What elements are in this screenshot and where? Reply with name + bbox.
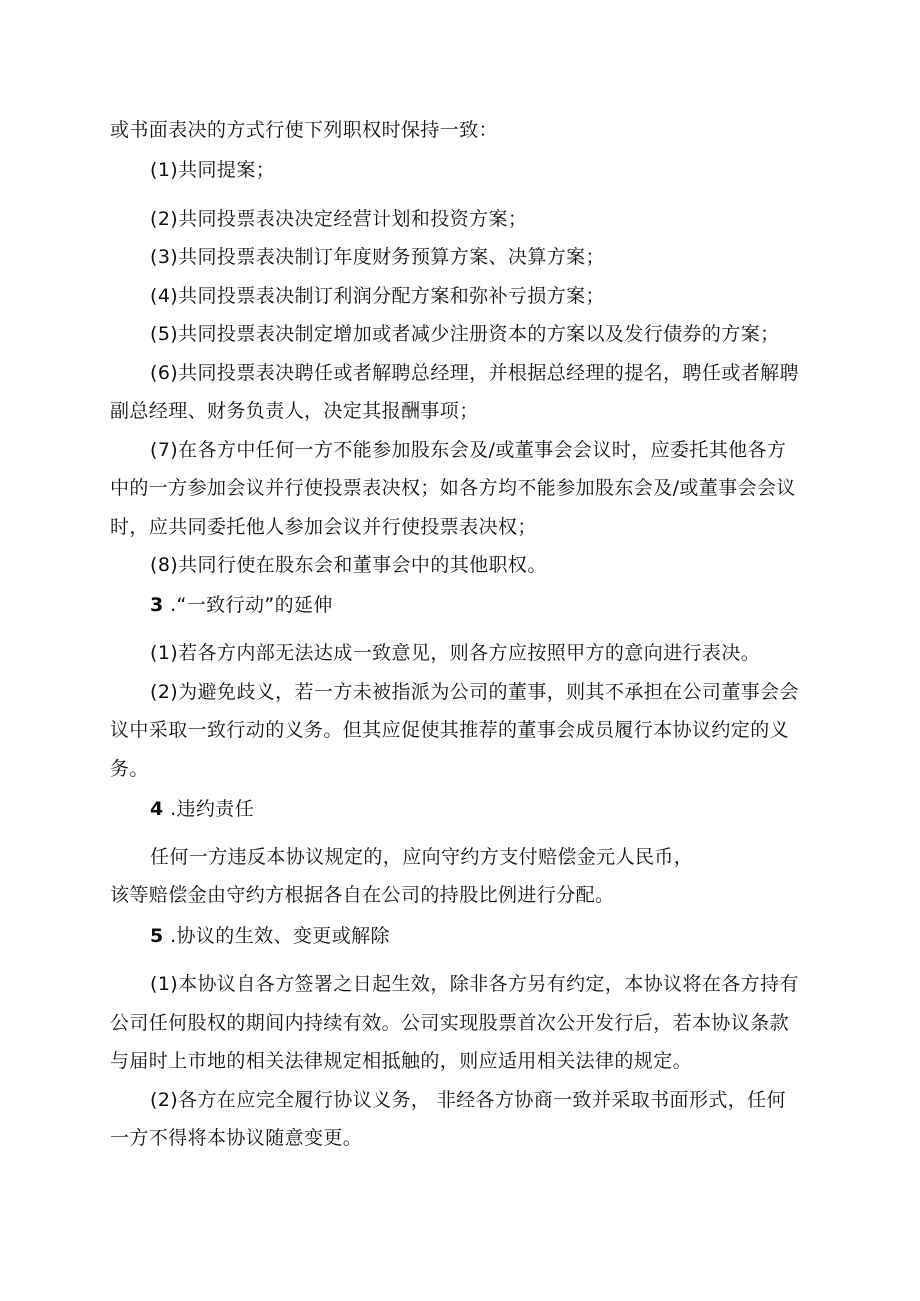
section-heading-3 xyxy=(150,592,333,618)
list-item-2: (2)共同投票表决决定经营计划和投资方案； xyxy=(150,208,528,230)
section-3-item-2-line-2: 议中采取一致行动的义务。但其应促使其推荐的董事会成员履行本协议约定的义 xyxy=(110,719,790,741)
section-heading-5 xyxy=(150,923,390,949)
section-4-paragraph-line-1: 任何一方违反本协议规定的，应向守约方支付赔偿金元人民币， xyxy=(150,846,694,868)
list-item-6-line-1: (6)共同投票表决聘任或者解聘总经理，并根据总经理的提名，聘任或者解聘 xyxy=(150,362,799,384)
section-title-5: .协议的生效、变更或解除 xyxy=(163,925,390,947)
section-5-item-1-line-3: 与届时上市地的相关法律规定相抵触的，则应适用相关法律的规定。 xyxy=(110,1050,693,1072)
section-3-item-2-line-1: (2)为避免歧义，若一方未被指派为公司的董事，则其不承担在公司董事会会 xyxy=(150,681,799,703)
paragraph-intro-line: 或书面表决的方式行使下列职权时保持一致： xyxy=(110,119,499,141)
list-item-3: (3)共同投票表决制订年度财务预算方案、决算方案； xyxy=(150,246,605,268)
section-5-item-1-line-2: 公司任何股权的期间内持续有效。公司实现股票首次公开发行后，若本协议条款 xyxy=(110,1012,790,1034)
list-item-7-line-2: 中的一方参加会议并行使投票表决权；如各方均不能参加股东会及/或董事会会议 xyxy=(110,477,796,499)
list-item-1: (1)共同提案； xyxy=(150,159,276,181)
list-item-7-line-3: 时，应共同委托他人参加会议并行使投票表决权； xyxy=(110,516,537,538)
section-number-4: 4 xyxy=(150,798,164,820)
list-item-4: (4)共同投票表决制订利润分配方案和弥补亏损方案； xyxy=(150,285,605,307)
section-number-5: 5 xyxy=(150,925,164,947)
section-heading-4 xyxy=(150,796,254,822)
section-5-item-2-line-2: 一方不得将本协议随意变更。 xyxy=(110,1127,363,1149)
list-item-7-line-1: (7)在各方中任何一方不能参加股东会及/或董事会会议时，应委托其他各方 xyxy=(150,439,787,461)
section-3-item-2-line-3: 务。 xyxy=(110,758,149,780)
section-title-4: .违约责任 xyxy=(163,798,255,820)
section-title-3: .“一致行动”的延伸 xyxy=(163,594,333,616)
section-3-item-1: (1)若各方内部无法达成一致意见，则各方应按照甲方的意向进行表决。 xyxy=(150,642,761,664)
section-4-paragraph-line-2: 该等赔偿金由守约方根据各自在公司的持股比例进行分配。 xyxy=(110,884,615,906)
section-5-item-1-line-1: (1)本协议自各方签署之日起生效，除非各方另有约定，本协议将在各方持有 xyxy=(150,973,799,995)
section-5-item-2-line-1: (2)各方在应完全履行协议义务， 非经各方协商一致并采取书面形式，任何 xyxy=(150,1089,786,1111)
list-item-6-line-2: 副总经理、财务负责人，决定其报酬事项； xyxy=(110,400,479,422)
list-item-8: (8)共同行使在股东会和董事会中的其他职权。 xyxy=(150,554,547,576)
list-item-5: (5)共同投票表决制定增加或者减少注册资本的方案以及发行债券的方案； xyxy=(150,323,780,345)
section-number-3: 3 xyxy=(150,594,164,616)
